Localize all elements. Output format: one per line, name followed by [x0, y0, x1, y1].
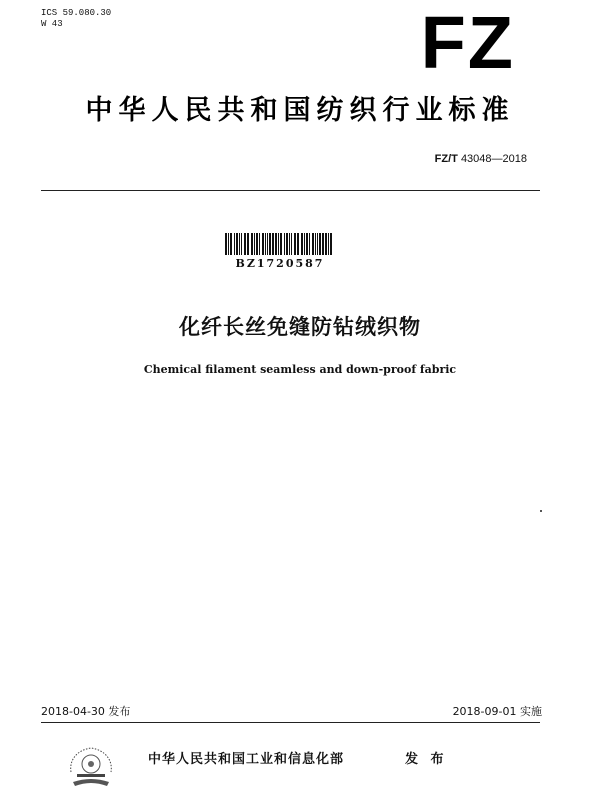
barcode-bar [330, 233, 332, 255]
barcode-bar [312, 233, 314, 255]
barcode-bar [306, 233, 308, 255]
barcode-bar [254, 233, 255, 255]
implement-date: 2018-09-01 实施 [452, 705, 542, 718]
top-divider [41, 190, 540, 191]
issue-label: 发 布 [405, 752, 448, 767]
barcode-bar [241, 233, 242, 255]
publish-date: 2018-04-30 发布 [41, 705, 131, 718]
barcode-bar [272, 233, 274, 255]
barcode-bar [244, 233, 246, 255]
barcode-bar [251, 233, 253, 255]
barcode-bar [236, 233, 238, 255]
barcode-bar [225, 233, 227, 255]
document-title-en: Chemical filament seamless and down-proof fabric [143, 363, 457, 376]
barcode-bar [247, 233, 249, 255]
document-title-zh: 化纤长丝免缝防钻绒织物 [179, 315, 421, 339]
barcode-bar [228, 233, 229, 255]
barcode-bar [301, 233, 303, 255]
barcode-number: BZ1720587 [235, 257, 325, 270]
fz-logo: FZ [420, 1, 515, 84]
barcode-bar [315, 233, 316, 255]
barcode-bar [259, 233, 260, 255]
barcode-bar [289, 233, 290, 255]
barcode-bar [256, 233, 258, 255]
barcode-bar [328, 233, 329, 255]
standard-number-value: 43048—2018 [460, 153, 527, 165]
ministry-emblem-icon [63, 742, 119, 790]
standard-category-title: 中华人民共和国纺织行业标准 [85, 95, 515, 126]
barcode-bar [239, 233, 240, 255]
barcode-bar [280, 233, 282, 255]
barcode-bar [262, 233, 264, 255]
barcode-bar [322, 233, 324, 255]
barcode-bar [275, 233, 277, 255]
issuing-authority: 中华人民共和国工业和信息化部 [148, 752, 345, 767]
standard-number-prefix: FZ/T [434, 153, 458, 165]
barcode-icon [225, 233, 335, 255]
bottom-divider [41, 722, 540, 723]
barcode-bar [230, 233, 232, 255]
barcode-bar [325, 233, 327, 255]
barcode-bar [309, 233, 310, 255]
header-codes [41, 8, 111, 30]
barcode-bar [319, 233, 321, 255]
ics-code: ICS 59.080.30 [41, 8, 112, 18]
standard-number [435, 152, 527, 166]
barcode-bar [265, 233, 266, 255]
scan-speck [540, 510, 542, 512]
barcode-bar [291, 233, 292, 255]
classification-code: W 43 [41, 19, 63, 29]
barcode-bar [317, 233, 318, 255]
barcode-bar [234, 233, 235, 255]
barcode-bar [297, 233, 299, 255]
barcode-bar [278, 233, 279, 255]
barcode-bar [267, 233, 268, 255]
barcode-bar [286, 233, 288, 255]
barcode-bar [284, 233, 285, 255]
barcode-bar [294, 233, 296, 255]
barcode-bar [269, 233, 271, 255]
barcode-bar [304, 233, 305, 255]
